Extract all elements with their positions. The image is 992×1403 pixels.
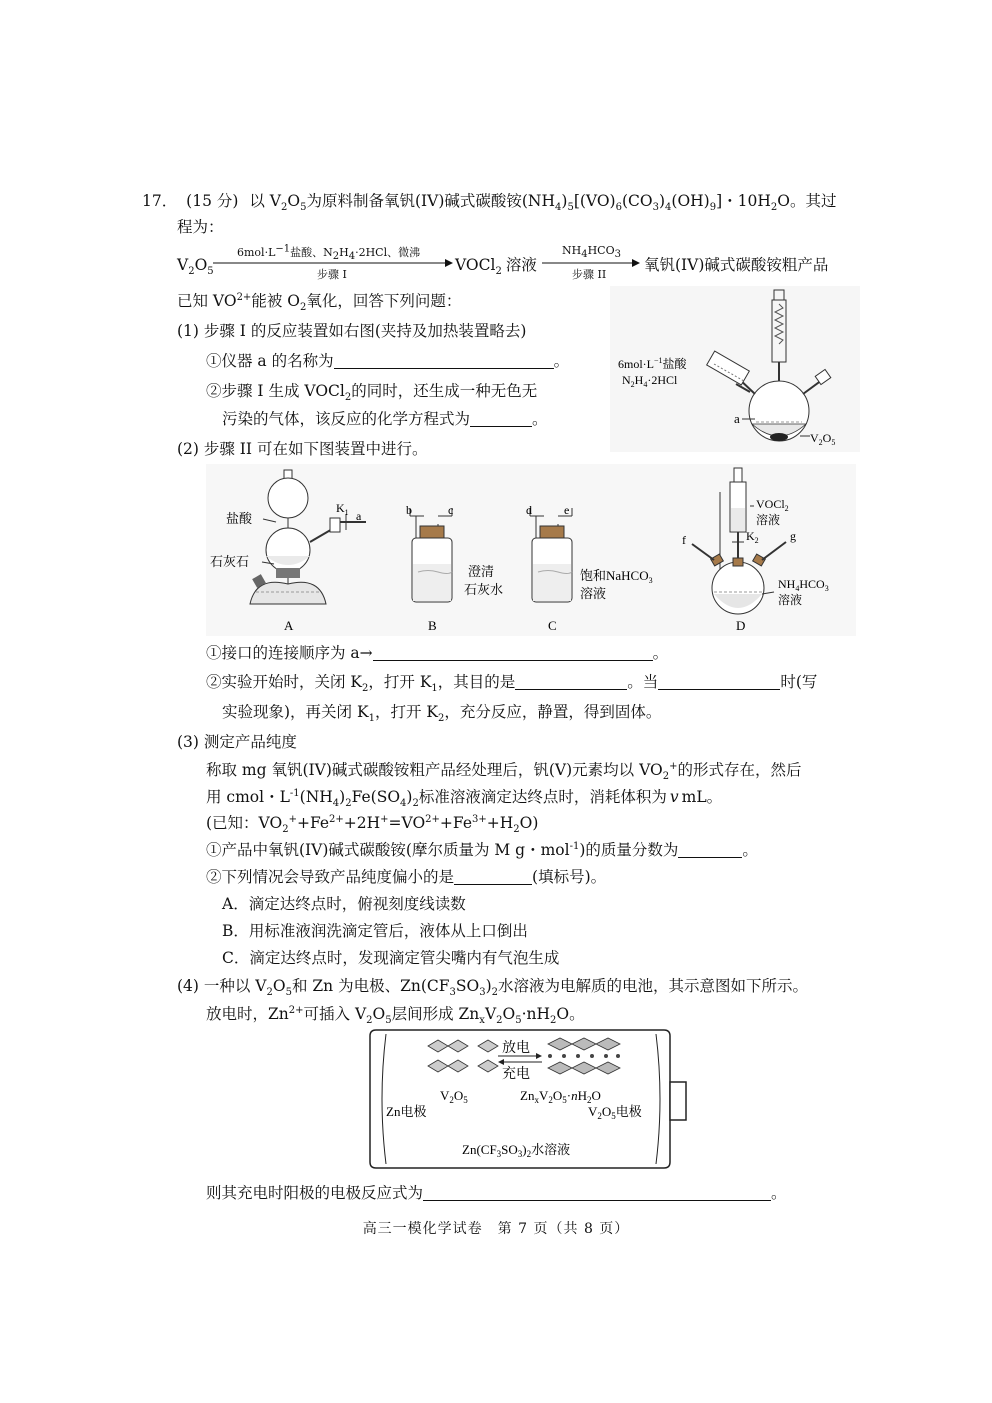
part1-q2-line1: ②步骤 I 生成 VOCl$_2$的同时，还生成一种无色无	[206, 382, 538, 404]
svg-text:d: d	[526, 503, 532, 517]
known-statement: 已知 $VO^{2+}$能被 $O_2$氧化，回答下列问题：	[177, 291, 462, 314]
reaction-scheme: $V_2O_5$	[177, 256, 214, 278]
scheme-arrow-2: $NH_4HCO_3$ 步骤 II	[542, 244, 640, 280]
svg-text:c: c	[448, 503, 454, 517]
answer-blank[interactable]	[515, 673, 627, 690]
svg-text:V2O5电极: $V_2O_5$电极	[588, 1104, 642, 1121]
part2-q1: ①接口的连接顺序为 a→ 。	[206, 644, 669, 662]
answer-blank[interactable]	[454, 868, 532, 885]
answer-blank[interactable]	[678, 841, 742, 858]
part3-label: (3) 测定产品纯度	[177, 733, 297, 751]
svg-text:a: a	[356, 509, 362, 523]
svg-text:溶液: 溶液	[756, 513, 781, 527]
svg-text:b: b	[406, 503, 412, 517]
part4-line2: 放电时，$Zn^{2+}$可插入 $V_2O_5$层间形成 $Zn_xV_2O_5\cdot nH_2O$。	[206, 1004, 585, 1027]
svg-text:V2O5: $V_2O_5$	[810, 431, 836, 447]
part1-label: (1) 步骤 I 的反应装置如右图(夹持及加热装置略去)	[177, 322, 527, 340]
question-intro-line2: 程为：	[177, 218, 224, 236]
part1-q1: ①仪器 a 的名称为 。	[206, 352, 570, 370]
svg-text:V2O5: $V_2O_5$	[440, 1088, 468, 1105]
page-footer: 高三一模化学试卷 第 7 页（共 8 页）	[362, 1221, 630, 1237]
battery-schematic-figure	[368, 1026, 692, 1172]
svg-text:a: a	[734, 411, 740, 426]
svg-text:NH4HCO3: $NH_4HCO_3$	[778, 577, 829, 593]
svg-text:澄清: 澄清	[468, 564, 495, 579]
answer-blank[interactable]	[658, 673, 780, 690]
svg-text:放电: 放电	[502, 1041, 530, 1056]
answer-blank[interactable]	[373, 644, 653, 661]
svg-text:e: e	[564, 503, 570, 517]
svg-text:D: D	[736, 618, 746, 633]
svg-text:6mol·L−1盐酸: $6mol\cdot L^{-1}$盐酸	[618, 356, 687, 371]
svg-text:溶液: 溶液	[778, 593, 803, 607]
svg-text:A: A	[284, 618, 294, 633]
svg-text:饱和NaHCO3: 饱和NaHCO$_3$	[580, 568, 653, 585]
scheme-product: 氧钒(IV)碱式碳酸铵粗产品	[644, 256, 829, 274]
part2-label: (2) 步骤 II 可在如下图装置中进行。	[177, 440, 428, 458]
answer-blank[interactable]	[334, 352, 554, 369]
svg-text:VOCl2: VOCl$_2$	[756, 497, 789, 513]
svg-text:f: f	[682, 533, 686, 547]
part2-q2-line1: ②实验开始时，关闭 $K_2$，打开 $K_1$，其目的是 。当 时(写	[206, 673, 818, 695]
part4-question: 则其充电时阳极的电极反应式为 。	[206, 1184, 787, 1202]
answer-blank[interactable]	[423, 1184, 771, 1201]
part3-para-line1: 称取 mg 氧钒(IV)碱式碳酸铵粗产品经处理后，钒(V)元素均以 $VO_2^+$的形式存在，然后	[206, 760, 802, 783]
svg-text:充电: 充电	[502, 1067, 530, 1082]
svg-text:石灰水: 石灰水	[464, 582, 504, 597]
apparatus-abcd-figure	[206, 464, 856, 636]
svg-text:g: g	[790, 529, 796, 543]
scheme-arrow-1: $6mol\cdot L^{-1}$盐酸、$N_2H_4\cdot 2HCl$、微沸 步骤 I	[213, 244, 453, 280]
question-number: 17．	[142, 192, 178, 210]
svg-text:Zn电极: Zn电极	[386, 1104, 427, 1119]
part3-para-line2: 用 cmol・$L^{-1}(NH_4)_2Fe(SO_4)_2$标准溶液滴定达终点时，消耗体积为 v mL。	[206, 787, 723, 810]
svg-text:Zn(CF3SO3)2水溶液: $Zn(CF_3SO_3)_2$水溶液	[462, 1142, 571, 1159]
option-b: B．用标准液润洗滴定管后，液体从上口倒出	[222, 922, 528, 940]
svg-text:C: C	[548, 618, 557, 633]
part3-known-equation: (已知：$VO_2^++Fe^{2+}+2H^+=VO^{2+}+Fe^{3+}+H_2O$)	[206, 813, 539, 836]
svg-text:石灰石: 石灰石	[210, 554, 250, 569]
option-c: C．滴定达终点时，发现滴定管尖嘴内有气泡生成	[222, 949, 560, 967]
question-intro-line1: 17． (15 分) 以 $V_2O_5$为原料制备氧钒(IV)碱式碳酸铵$(NH_4)_5[(VO)_6(CO_3)_4(OH)_9]$・$10H_2O$。其过	[142, 192, 837, 214]
question-score: (15 分)	[186, 192, 239, 210]
svg-text:B: B	[428, 618, 437, 633]
svg-text:盐酸: 盐酸	[226, 511, 253, 526]
part2-q2-line2: 实验现象)，再关闭 $K_1$，打开 $K_2$，充分反应，静置，得到固体。	[222, 703, 662, 725]
answer-blank[interactable]	[470, 410, 532, 427]
part4-line1: (4) 一种以 $V_2O_5$和 Zn 为电极、$Zn(CF_3SO_3)_2$水溶液为电解质的电池，其示意图如下所示。	[177, 977, 809, 999]
option-a: A．滴定达终点时，俯视刻度线读数	[222, 895, 466, 913]
scheme-intermediate: VOCl$_2$ 溶液	[455, 256, 537, 278]
svg-text:K2: $K_2$	[746, 529, 759, 545]
svg-text:N2H4·2HCl: $N_2H_4\cdot 2HCl$	[622, 373, 678, 389]
reaction-apparatus-figure	[610, 286, 860, 452]
svg-text:ZnxV2O5·nH2O: $Zn_xV_2O_5\cdot nH_2O$	[520, 1088, 601, 1105]
part3-q1: ①产品中氧钒(IV)碱式碳酸铵(摩尔质量为 M g・mol$^{-1}$)的质量分数为 。	[206, 840, 758, 859]
svg-text:溶液: 溶液	[580, 586, 607, 601]
part3-q2: ②下列情况会导致产品纯度偏小的是 (填标号)。	[206, 868, 607, 886]
part1-q2-line2: 污染的气体，该反应的化学方程式为 。	[222, 410, 548, 428]
svg-text:K1: $K_1$	[336, 501, 349, 517]
